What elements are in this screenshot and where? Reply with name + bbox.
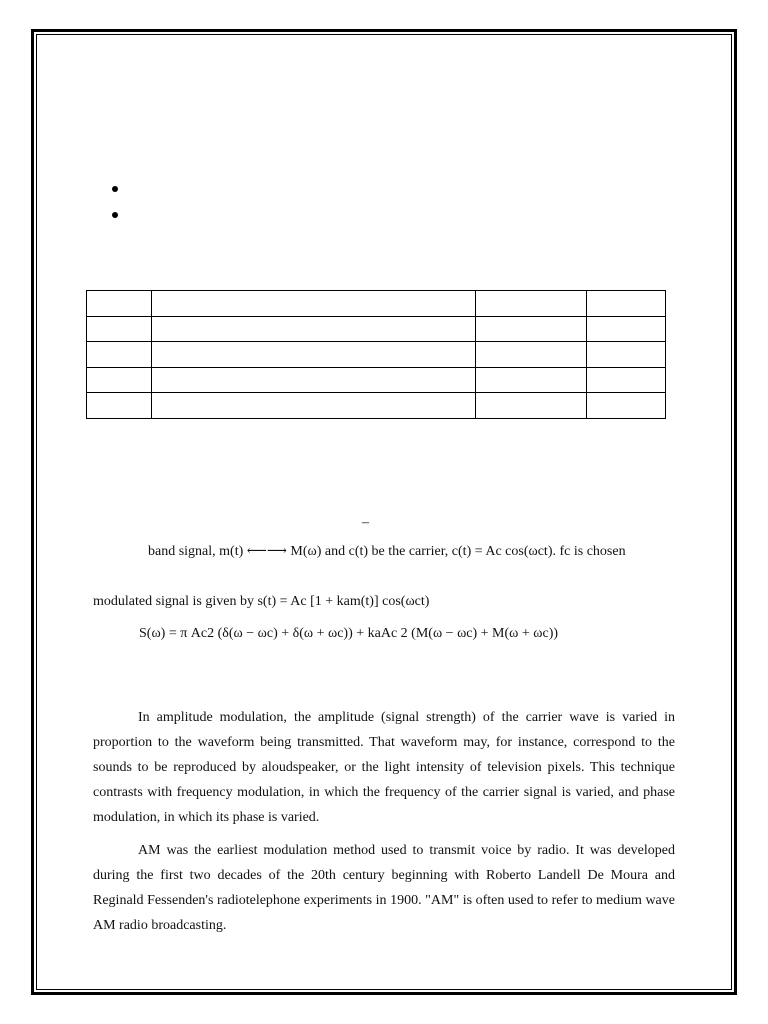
table-cell	[476, 291, 587, 317]
math-line-modulated: modulated signal is given by s(t) = Ac [1 + kam(t)] cos(ωct)	[93, 594, 430, 609]
table-row	[87, 393, 666, 419]
table-cell	[87, 316, 152, 342]
table-cell	[87, 342, 152, 368]
table-cell	[152, 291, 476, 317]
table-cell	[152, 367, 476, 393]
table-cell	[87, 393, 152, 419]
table-cell	[87, 367, 152, 393]
table-row	[87, 342, 666, 368]
table-cell	[587, 367, 666, 393]
table-cell	[152, 393, 476, 419]
table-cell	[476, 316, 587, 342]
paragraph-am-history: AM was the earliest modulation method used to transmit voice by radio. It was developed during the first two decades of the 20th century beginning with Roberto Landell De Moura and Reginald Fessenden's radiotelephone experiments in 1900. "AM" is often used to refer to medium wave AM radio broadcasting.	[93, 843, 675, 933]
bullet-item	[112, 186, 118, 192]
table-cell	[587, 291, 666, 317]
table-row	[87, 316, 666, 342]
table-cell	[587, 342, 666, 368]
paragraph-am-definition: In amplitude modulation, the amplitude (signal strength) of the carrier wave is varied in proportion to the waveform being transmitted. That waveform may, for instance, correspond to the sounds to be reproduced by aloudspeaker, or the light intensity of television pixels. This technique contrasts with frequency modulation, in which the frequency of the carrier signal is varied, and phase modulation, in which its phase is varied.	[93, 710, 675, 825]
math-line-baseband: band signal, m(t) ⟵⟶ M(ω) and c(t) be the carrier, c(t) = Ac cos(ωct). fc is chosen	[148, 544, 626, 559]
table-cell	[476, 342, 587, 368]
math-line-spectrum: S(ω) = π Ac2 (δ(ω − ωc) + δ(ω + ωc)) + kaAc 2 (M(ω − ωc) + M(ω + ωc))	[139, 626, 559, 641]
table-cell	[152, 316, 476, 342]
table-cell	[476, 367, 587, 393]
data-table	[86, 290, 666, 419]
table-cell	[587, 393, 666, 419]
bullet-list	[112, 186, 118, 238]
table-cell	[152, 342, 476, 368]
bullet-item	[112, 212, 118, 218]
table-row	[87, 367, 666, 393]
math-dash: –	[362, 515, 369, 530]
table-row	[87, 291, 666, 317]
table-cell	[587, 316, 666, 342]
table-cell	[87, 291, 152, 317]
table-cell	[476, 393, 587, 419]
